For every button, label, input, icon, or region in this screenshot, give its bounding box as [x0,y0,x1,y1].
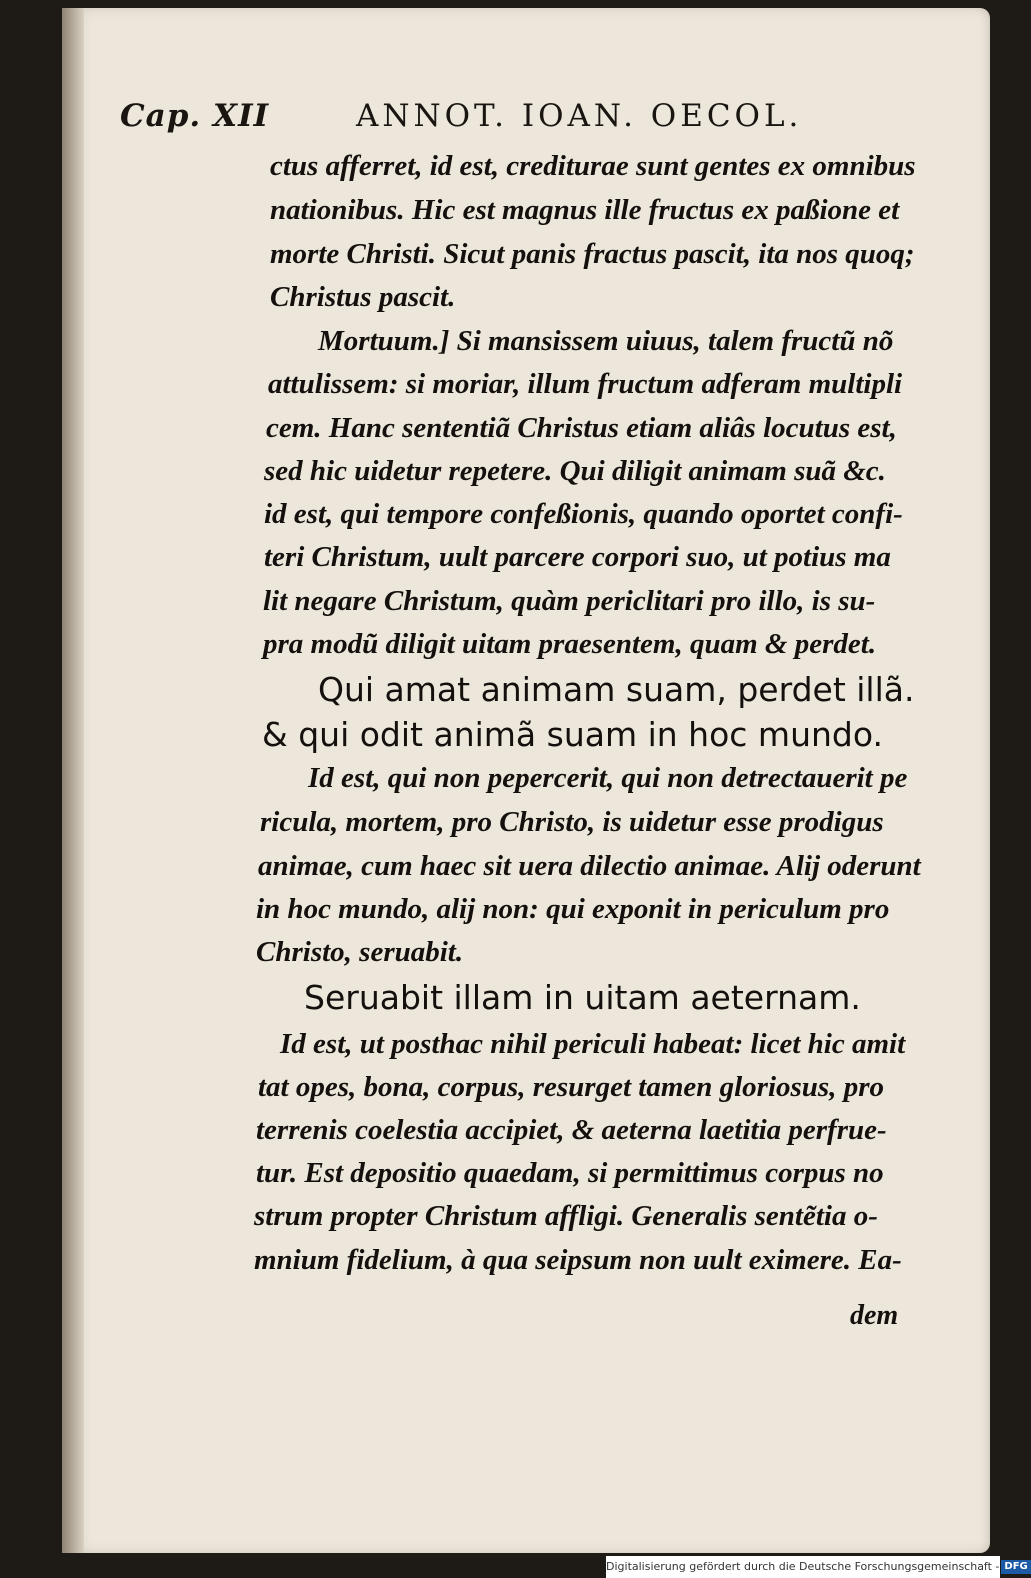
text-line: mnium fidelium, à qua seipsum non uult eximere. Ea- [254,1244,902,1276]
text-line: lit negare Christum, quàm periclitari pro illo, is su- [263,585,876,617]
text-line: ctus afferret, id est, crediturae sunt gentes ex omnibus [270,150,916,182]
text-line: tat opes, bona, corpus, resurget tamen gloriosus, pro [258,1071,885,1103]
page-gutter-shadow [62,8,84,1553]
text-line: pra modũ diligit uitam praesentem, quam & perdet. [263,628,877,660]
scripture-verse-line: Seruabit illam in uitam aeternam. [304,978,861,1017]
scripture-verse-line: Qui amat animam suam, perdet illã. [318,670,915,709]
text-line: teri Christum, uult parcere corpori suo, ut potius ma [264,541,891,573]
credit-text: Digitalisierung gefördert durch die Deutsche Forschungsgemeinschaft - [606,1560,1000,1573]
text-line: tur. Est depositio quaedam, si permittimus corpus no [256,1157,884,1189]
text-line: attulissem: si moriar, illum fructum adferam multipli [268,368,903,400]
chapter-label: Cap. XII [120,98,270,134]
running-title: ANNOT. IOAN. OECOL. [356,98,803,134]
lemma-line: Mortuum.] Si mansissem uiuus, talem fructũ nõ [318,325,894,357]
text-line: terrenis coelestia accipiet, & aeterna laetitia perfrue- [256,1114,887,1146]
text-line: strum propter Christum affligi. Generalis sentẽtia o- [254,1200,878,1232]
text-line: Christus pascit. [270,281,456,313]
text-line: id est, qui tempore confeßionis, quando oportet confi- [264,498,903,530]
running-header [120,98,850,142]
dfg-logo: DFG [1001,1560,1030,1574]
text-line: cem. Hanc sententiã Christus etiam aliâs locutus est, [266,412,897,444]
text-line: ricula, mortem, pro Christo, is uidetur esse prodigus [260,806,884,838]
digitization-credit [606,1556,1028,1578]
text-line: sed hic uidetur repetere. Qui diligit animam suã &c. [264,455,886,487]
text-line: morte Christi. Sicut panis fractus pascit, ita nos quoq; [270,238,915,270]
text-line: in hoc mundo, alij non: qui exponit in periculum pro [256,893,890,925]
text-line: Id est, ut posthac nihil periculi habeat: licet hic amit [280,1028,906,1060]
text-line: animae, cum haec sit uera dilectio animae. Alij oderunt [258,850,921,882]
text-line: Christo, seruabit. [256,936,464,968]
scripture-verse-line: & qui odit animã suam in hoc mundo. [262,715,883,754]
catchword: dem [850,1300,899,1331]
text-line: nationibus. Hic est magnus ille fructus ex paßione et [270,194,900,226]
text-line: Id est, qui non pepercerit, qui non detrectauerit pe [308,762,908,794]
